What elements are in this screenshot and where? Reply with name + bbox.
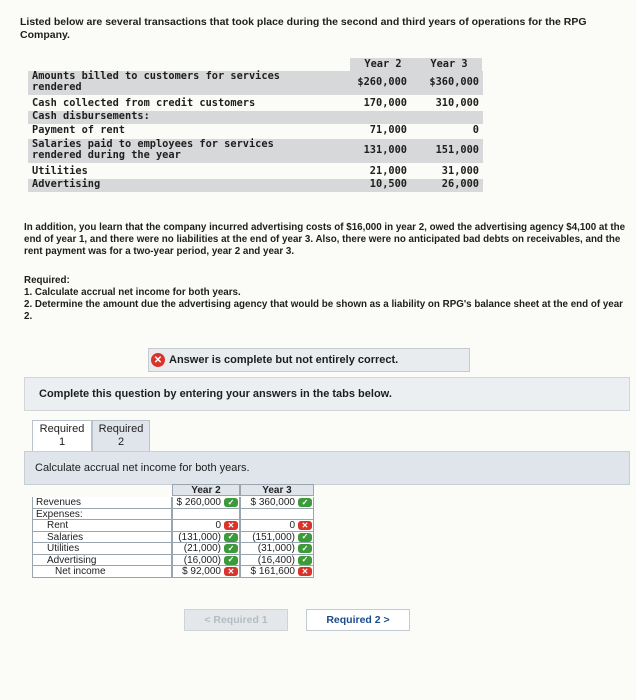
txn-year3: 31,000 <box>441 165 479 177</box>
transactions-header <box>350 58 482 71</box>
txn-year3: 151,000 <box>435 144 479 156</box>
cell-value: 0 <box>289 520 295 531</box>
year-2-input[interactable] <box>172 543 240 555</box>
correct-check-icon: ✓ <box>224 498 238 507</box>
year-2-input[interactable] <box>172 566 240 578</box>
txn-year2: 131,000 <box>363 144 407 156</box>
instruction-box <box>24 377 630 411</box>
txn-year3: 0 <box>472 124 479 136</box>
worksheet-row <box>32 543 314 555</box>
ws-header-year-2: Year 2 <box>172 484 240 496</box>
required-heading: Required: <box>24 275 70 286</box>
year-2-input[interactable] <box>172 497 240 509</box>
cell-value: (21,000) <box>183 543 221 554</box>
tab-required-2[interactable] <box>92 420 150 452</box>
correct-check-icon: ✓ <box>298 498 312 507</box>
txn-label: Cash collected from credit customers <box>32 97 256 109</box>
incorrect-x-icon: ✕ <box>298 521 312 530</box>
incorrect-icon: ✕ <box>151 353 165 367</box>
txn-row <box>28 111 483 124</box>
header-year-2: Year 2 <box>364 58 402 70</box>
worksheet-row <box>32 566 314 578</box>
txn-year2: 10,500 <box>369 178 407 190</box>
cell-value: $ 360,000 <box>250 497 295 508</box>
correct-check-icon: ✓ <box>298 544 312 553</box>
txn-row <box>28 125 483 138</box>
requirements-list <box>24 287 629 323</box>
year-2-input[interactable] <box>172 520 240 532</box>
requirement-item: 1. Calculate accrual net income for both years. <box>24 287 241 298</box>
cell-value: (131,000) <box>178 531 221 543</box>
txn-label: Payment of rent <box>32 124 125 136</box>
tab-required-1[interactable] <box>32 420 92 452</box>
answer-status-text: Answer is complete but not entirely correct. <box>169 354 399 366</box>
cell-value: $ 92,000 <box>182 566 221 577</box>
correct-check-icon: ✓ <box>298 533 312 542</box>
prev-required-1-button[interactable]: < Required 1 <box>184 609 288 631</box>
txn-year3: 310,000 <box>435 97 479 109</box>
worksheet-row-label: Revenues <box>32 497 172 509</box>
txn-row <box>28 71 483 95</box>
tab-prompt-text: Calculate accrual net income for both years. <box>35 462 250 474</box>
header-year-3: Year 3 <box>430 58 468 70</box>
txn-year2: 71,000 <box>369 124 407 136</box>
tab-number: 1 <box>58 436 66 448</box>
txn-label: Amounts billed to customers for services rendered <box>32 70 280 93</box>
requirement-item: 2. Determine the amount due the advertising agency that would be shown as a liability on RPG's balance sheet at the end of year 2. <box>24 299 623 322</box>
worksheet-row <box>32 532 314 544</box>
worksheet-row-label: Salaries <box>32 532 172 544</box>
year-3-input[interactable] <box>240 566 314 578</box>
worksheet-row <box>32 497 314 509</box>
txn-year3: 26,000 <box>441 178 479 190</box>
incorrect-x-icon: ✕ <box>298 567 312 576</box>
year-3-input[interactable] <box>240 520 314 532</box>
cell-value: $ 260,000 <box>176 497 221 508</box>
tab-label: Required <box>39 423 85 435</box>
txn-row <box>28 179 483 192</box>
cell-value: (151,000) <box>252 531 295 543</box>
txn-label: Salaries paid to employees for services rendered during the year <box>32 138 274 161</box>
correct-check-icon: ✓ <box>224 556 238 565</box>
tab-prompt-bar <box>24 451 630 485</box>
cell-value: 0 <box>215 520 221 531</box>
worksheet-corner <box>32 484 172 496</box>
worksheet-row <box>32 555 314 567</box>
ws-header-year-3: Year 3 <box>240 484 314 496</box>
worksheet-row-label: Expenses: <box>32 509 172 521</box>
cell-value: (16,400) <box>257 554 295 566</box>
requirement-tabs <box>32 420 150 452</box>
worksheet-row <box>32 509 314 521</box>
next-required-2-button[interactable]: Required 2 > <box>306 609 410 631</box>
txn-year2: $260,000 <box>357 76 407 88</box>
year-3-input[interactable] <box>240 555 314 567</box>
instruction-text: Complete this question by entering your answers in the tabs below. <box>39 388 392 400</box>
correct-check-icon: ✓ <box>224 544 238 553</box>
year-3-input[interactable] <box>240 543 314 555</box>
incorrect-x-icon: ✕ <box>224 567 238 576</box>
tab-number: 2 <box>117 436 125 448</box>
year-2-input[interactable] <box>172 555 240 567</box>
cell-value: (16,000) <box>183 554 221 566</box>
year-3-input[interactable] <box>240 532 314 544</box>
intro-text: Listed below are several transactions that took place during the second and third years of operations for the RPG Company. <box>20 16 587 41</box>
txn-label: Advertising <box>32 178 101 190</box>
txn-year2: 170,000 <box>363 97 407 109</box>
cell-value: (31,000) <box>257 543 295 554</box>
worksheet-header <box>32 484 314 496</box>
correct-check-icon: ✓ <box>298 556 312 565</box>
additional-info-paragraph: In addition, you learn that the company incurred advertising costs of $16,000 in year 2, owed the advertising agency $4,100 at the end of year 1, and there were no liabilities at the end of year 3. Also, there were no anticipated bad debts on receivables, and the rent payment was for a two-year period, year 2 and year 3. <box>24 222 626 257</box>
tab-label: Required <box>98 423 144 435</box>
year-3-input[interactable] <box>240 497 314 509</box>
worksheet-row-label: Utilities <box>32 543 172 555</box>
answer-status-bar <box>148 348 470 372</box>
worksheet-row <box>32 520 314 532</box>
txn-year2: 21,000 <box>369 165 407 177</box>
worksheet-empty-cell <box>172 509 240 521</box>
cell-value: $ 161,600 <box>250 566 295 577</box>
incorrect-x-icon: ✕ <box>224 521 238 530</box>
correct-check-icon: ✓ <box>224 533 238 542</box>
worksheet-row-label: Net income <box>32 566 172 578</box>
worksheet-row-label: Advertising <box>32 555 172 567</box>
txn-year3: $360,000 <box>429 76 479 88</box>
worksheet-empty-cell <box>240 509 314 521</box>
txn-label: Utilities <box>32 165 88 177</box>
year-2-input[interactable] <box>172 532 240 544</box>
txn-label: Cash disbursements: <box>32 110 150 122</box>
txn-row <box>28 139 483 163</box>
worksheet-row-label: Rent <box>32 520 172 532</box>
